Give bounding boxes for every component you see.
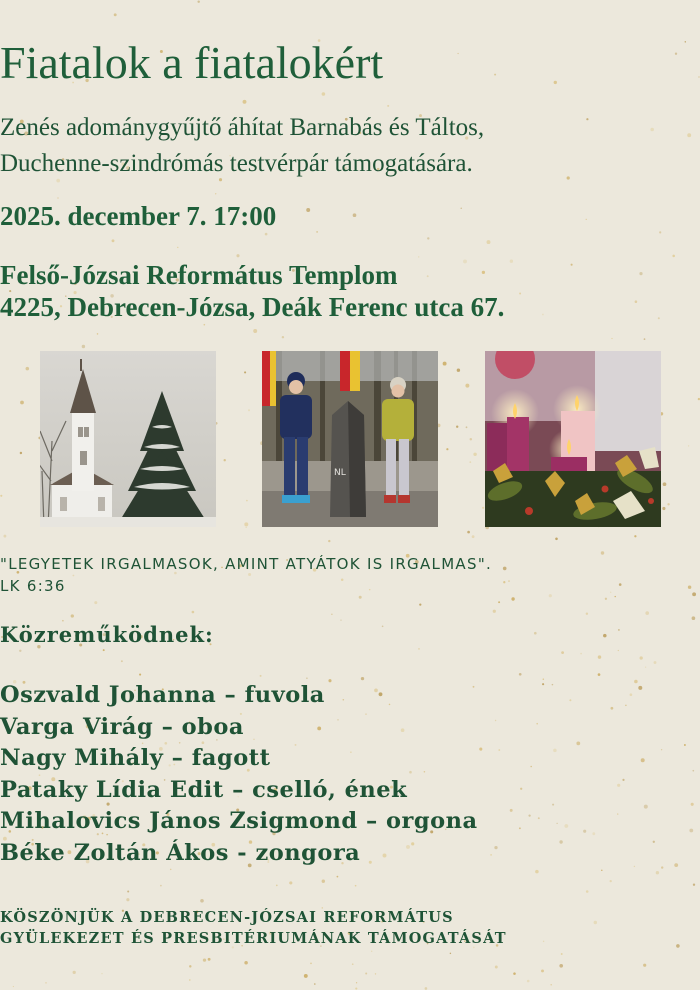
subtitle-line: Duchenne-szindrómás testvérpár támogatására. <box>0 150 473 177</box>
performer-item: Nagy Mihály – fagott <box>0 745 271 771</box>
performer-item: Béke Zoltán Ákos - zongora <box>0 839 361 866</box>
subtitle-line: Zenés adománygyűjtő áhítat Barnabás és Táltos, <box>0 114 485 141</box>
performer-item: Oszvald Johanna – fuvola <box>0 682 325 708</box>
thanks-note <box>0 907 700 949</box>
advent-candles-photo <box>485 351 661 527</box>
quote-reference: LK 6:36 <box>0 577 66 595</box>
venue-address: 4225, Debrecen-Józsa, Deák Ferenc utca 67. <box>0 292 505 322</box>
performers-heading: Közreműködnek: <box>0 622 214 647</box>
quote-text: "LEGYETEK IRGALMASOK, AMINT ATYÁTOK IS IRGALMAS". <box>0 555 493 573</box>
performer-item: Varga Virág – oboa <box>0 713 244 740</box>
event-subtitle <box>0 110 700 182</box>
thanks-line: KÖSZÖNJÜK A DEBRECEN-JÓZSAI REFORMÁTUS <box>0 909 454 926</box>
venue-name: Felső-Józsai Református Templom <box>0 260 398 290</box>
event-venue <box>0 259 700 323</box>
brothers-photo <box>262 351 438 527</box>
bible-quote <box>0 553 700 597</box>
performer-item: Mihalovics János Zsigmond – orgona <box>0 808 478 834</box>
performer-item: Pataky Lídia Edit – cselló, ének <box>0 776 408 803</box>
poster-title: Fiatalok a fiatalokért <box>0 37 384 88</box>
svg-text:NL: NL <box>334 468 346 478</box>
thanks-line: GYÜLEKEZET ÉS PRESBITÉRIUMÁNAK TÁMOGATÁSÁT <box>0 930 507 947</box>
church-photo <box>40 351 216 527</box>
performers-list <box>0 680 700 869</box>
event-date: 2025. december 7. 17:00 <box>0 201 277 231</box>
